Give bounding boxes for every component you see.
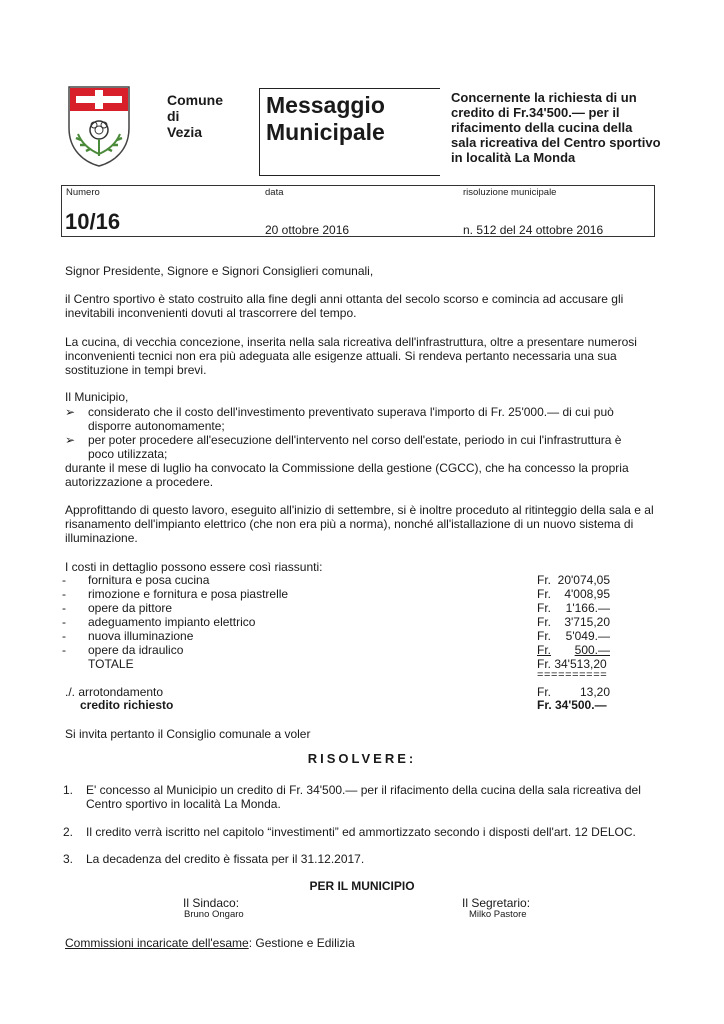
resolution-value: n. 512 del 24 ottobre 2016 <box>463 223 604 237</box>
rounding-label: ./. arrotondamento <box>65 685 164 699</box>
numero-label: Numero <box>66 187 100 198</box>
credit-amount: Fr. 34'500.— <box>537 698 607 712</box>
risolvere-heading: RISOLVERE: <box>307 751 417 766</box>
commissioni-value: : Gestione e Edilizia <box>248 936 355 950</box>
resolution-item: Il credito verrà iscritto nel capitolo “investimenti” ed ammortizzato secondo i disposti dell'art. 12 DELOC. <box>86 825 636 839</box>
cost-dash: - <box>62 587 66 601</box>
bullet-marker-1: ➢ <box>65 405 76 419</box>
bullet-item-1: considerato che il costo dell'investimento preventivato superava l'importo di Fr. 25'000.— di cui può disporre autonomamente; <box>88 405 614 433</box>
data-label: data <box>265 187 284 198</box>
credit-label: credito richiesto <box>80 698 174 712</box>
cost-currency: Fr. <box>537 573 551 587</box>
commissioni-line <box>65 936 355 950</box>
title-line-1: Messaggio <box>266 92 385 118</box>
cost-item-label: opere da idraulico <box>88 643 184 657</box>
comune-line-2: di <box>167 108 180 124</box>
cost-item-amount: 500.— <box>574 643 610 657</box>
paragraph-1: il Centro sportivo è stato costruito alla fine degli anni ottanta del secolo scorso e comincia ad accusare gli inevitabili inconvenienti dovuti al trascorrere del tempo. <box>65 292 624 320</box>
resolution-number: 1. <box>63 783 74 797</box>
rounding-amount: 13,20 <box>579 685 610 699</box>
total-label: TOTALE <box>88 657 134 671</box>
document-title <box>266 92 385 146</box>
paragraph-2: La cucina, di vecchia concezione, inserita nella sala ricreativa dell'infrastruttura, oltre a presentare numerosi inconvenienti tecnici non era più adeguata alle esigenze attuali. Si rendeva pertanto necessaria una sua sostituzione in tempi brevi. <box>65 335 637 377</box>
cost-item-label: opere da pittore <box>88 601 173 615</box>
segretario-role: Il Segretario: <box>462 896 531 910</box>
title-line-2: Municipale <box>266 119 385 145</box>
cost-item-label: rimozione e fornitura e posa piastrelle <box>88 587 289 601</box>
salutation: Signor Presidente, Signore e Signori Consiglieri comunali, <box>65 264 374 278</box>
sindaco-name: Bruno Ongaro <box>184 909 244 920</box>
resolution-number: 2. <box>63 825 74 839</box>
cost-dash: - <box>62 629 66 643</box>
comune-name <box>167 92 223 140</box>
bullet-item-2: per poter procedere all'esecuzione dell'intervento nel corso dell'estate, periodo in cui l'infrastruttura è poco utilizzata; <box>88 433 622 461</box>
paragraph-3-end: durante il mese di luglio ha convocato la Commissione della gestione (CGCC), che ha concesso la propria autorizzazione a procedere. <box>65 461 629 489</box>
invitation: Si invita pertanto il Consiglio comunale a voler <box>65 727 311 741</box>
cost-item-amount: 5'049.— <box>565 629 610 643</box>
cost-item-label: nuova illuminazione <box>88 629 194 643</box>
cost-dash: - <box>62 615 66 629</box>
cost-currency: Fr. <box>537 629 551 643</box>
cost-currency: Fr. <box>537 615 551 629</box>
paragraph-3-intro: Il Municipio, <box>65 390 129 404</box>
commissioni-label: Commissioni incaricate dell'esame <box>65 936 249 950</box>
segretario-name: Milko Pastore <box>469 909 527 920</box>
rounding-currency: Fr. <box>537 685 551 699</box>
paragraph-4: Approfittando di questo lavoro, eseguito all'inizio di settembre, si è inoltre proceduto al ritinteggio della sala e al risanamento dell'impianto elettrico (che non era più a norma), nonché all'istallazione di un nuovo sistema di illuminazione. <box>65 503 654 545</box>
cost-item-amount: 4'008,95 <box>564 587 610 601</box>
cost-dash: - <box>62 601 66 615</box>
municipal-crest-logo <box>66 84 132 168</box>
cost-currency: Fr. <box>537 643 551 657</box>
double-rule: ========== <box>537 669 608 681</box>
signature-heading: PER IL MUNICIPIO <box>309 879 415 893</box>
cost-item-amount: 3'715,20 <box>564 615 610 629</box>
total-amount: Fr. 34'513,20 <box>537 657 607 671</box>
document-subject: Concernente la richiesta di un credito di Fr.34'500.— per il rifacimento della cucina della sala ricreativa del Centro sportivo in località La Monda <box>451 90 661 165</box>
sindaco-role: Il Sindaco: <box>183 896 240 910</box>
message-date: 20 ottobre 2016 <box>265 223 350 237</box>
resolution-item: La decadenza del credito è fissata per il 31.12.2017. <box>86 852 365 866</box>
cost-item-label: adeguamento impianto elettrico <box>88 615 256 629</box>
cost-currency: Fr. <box>537 601 551 615</box>
costs-intro: I costi in dettaglio possono essere così riassunti: <box>65 560 323 574</box>
comune-line-1: Comune <box>167 92 223 108</box>
cost-dash: - <box>62 643 66 657</box>
resolution-item: E' concesso al Municipio un credito di Fr. 34'500.— per il rifacimento della cucina della sala ricreativa del Centro sportivo in località La Monda. <box>86 783 641 811</box>
resolution-number: 3. <box>63 852 74 866</box>
cost-item-label: fornitura e posa cucina <box>88 573 210 587</box>
comune-line-3: Vezia <box>167 124 203 140</box>
cost-item-amount: 1'166.— <box>565 601 610 615</box>
cost-dash: - <box>62 573 66 587</box>
cost-currency: Fr. <box>537 587 551 601</box>
risoluzione-label: risoluzione municipale <box>463 187 557 198</box>
cost-item-amount: 20'074,05 <box>557 573 610 587</box>
bullet-marker-2: ➢ <box>65 433 76 447</box>
message-number: 10/16 <box>65 209 121 234</box>
